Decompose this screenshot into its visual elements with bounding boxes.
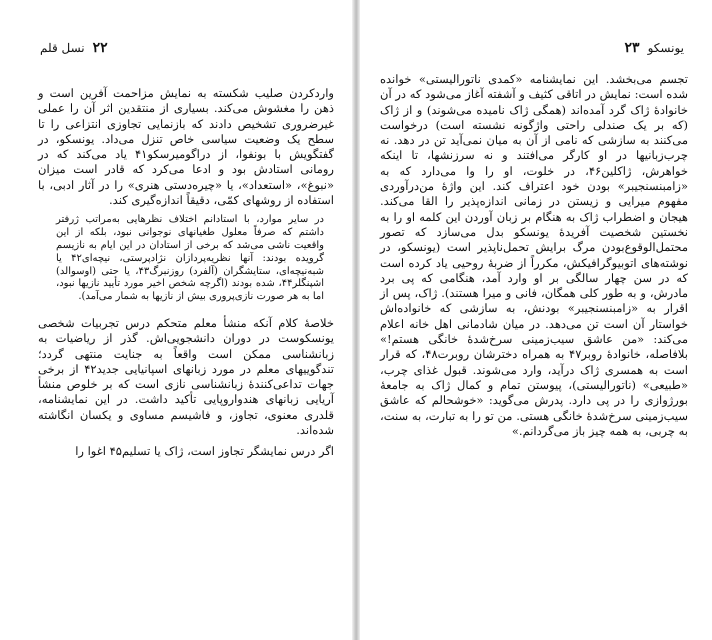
right-page-body (380, 72, 688, 445)
left-page (0, 0, 352, 640)
left-page-number: ۲۲ (92, 40, 108, 56)
right-page (360, 0, 712, 640)
left-paragraph-3: اگر درس نمایشگر تجاوز است، ژاک یا تسلیم۴۵ اغوا را (75, 444, 334, 459)
right-page-number: ۲۳ (624, 40, 640, 56)
left-paragraph-1: واردکردن صلیب شکسته به نمایش مزاحمت آفرین است و ذهن را مغشوش می‌کند. بسیاری از منتقدین اثر آن را عملی غیرضروری تشخیص دادند که بازنمایی تجاوزی انتزاعی را تا سطح یک وضعیت سیاسی خاص تنزل می‌داد. یونسکو، در گفتگویش با بونفوا، از دراگومیرسکو۴۱ یاد می‌کند که در رومانی استادش بود و ادعا می‌کرد که قادر است میزان «نبوغ»، «استعداد»، یا «چیره‌دستی هنری» را در آثار ادبی، با استفاده از روشهای کمّی، دقیقاً اندازه‌گیری کند. (38, 86, 334, 208)
left-blockquote: در سایر موارد، با استادانم اختلاف نظرهایی به‌مراتب ژرفتر داشتم که صرفاً معلول طغیانهای نوجوانی نبود، بلکه از این واقعیت ناشی می‌شد که برخی از استادان در این ایام به نازیسم گرویده بودند: آنها نظریه‌پردازان نژادپرستی، نیچه‌ای۴۲ یا شبه‌نیچه‌ای، ستایشگران (آلفرد) روزنبرگ۴۳، یا حتی (اوسوالد) اشپنگلر۴۴، شده بودند (اگرچه شخص اخیر مورد تأیید نازیها نبود، اما به هر صورت نازی‌پروری بیش از نازیها به شمار می‌آمد). (56, 214, 324, 303)
left-page-body (38, 86, 334, 466)
left-paragraph-2: خلاصهٔ کلام آنکه منشأ معلم متحکم درس تجربیات شخصی یونسکوست در دوران دانشجویی‌اش. گذر از ریاضیات به زبانشناسی ممکن است واقعاً به جنایت منتهی گردد؛ تندگوییهای معلم در مورد زبانهای اسپانیایی جدید۴۲ از برخی جهات تداعی‌کنندهٔ زبانشناسی نازی است که بر خلوص منشأ آریایی زبانهای هندواروپایی تأکید داشت. در این نمایشنامه، قلدری معنوی، تجاوز، و فاشیسم مساوی و یکسان انگاشته شده‌اند. (38, 315, 334, 438)
right-page-header (625, 38, 684, 58)
left-running-title: نسل قلم (40, 41, 85, 55)
left-page-header (40, 38, 108, 58)
right-paragraph-1: تجسم می‌بخشد. این نمایشنامه «کمدی ناتورالیستی» خوانده شده است: نمایش در اتاقی کثیف و آشفته آغاز می‌شود که در آن خانوادهٔ ژاک گرد آمده‌اند (همگی ژاک نامیده می‌شوند) و از ژاک (که بر یک صندلی راحتی واژگونه نشسته است) درخواست می‌کنند به سازشی که نامی از آن به میان نمی‌آید تن در دهد. نه چرب‌زبانیها در او کارگر می‌افتند و نه سرزنشها، تا اینکه خواهرش، ژاکلین۴۶، در خلوت، او را وا می‌دارد که به «زامبنسنجیبر» بودن خود اعتراف کند. این واژهٔ من‌درآوردی مفهوم میرایی و زیستن در زمانی اندازه‌پذیر را القا می‌کند. هیجان و اضطراب ژاک به هنگام بر زبان آوردن این کلمه او را به نخستین شخصیت آفریدهٔ یونسکو بدل می‌سازد که تصور محتمل‌الوقوع‌بودن مرگ برایش تحمل‌ناپذیر است (یونسکو، در نوشته‌های اتوبیوگرافیکش، مکرراً از ضربهٔ روحیی یاد کرده است که در سن چهار سالگی بر او وارد آمد، هنگامی که پی برد مادرش، و به طور کلی همگان، فانی و میرا هستند). ژاک، پس از اقرار به «زامبنسنجیبر» بودنش، به سازشی که خانواده‌اش خواستار آن است تن می‌دهد. در میان شادمانی اهل خانه اعلام می‌کند: «من عاشق سیب‌زمینی سرخ‌شدهٔ خانگی هستم!» بلافاصله، خانوادهٔ روبر۴۷ به همراه دخترشان روبرت۴۸، که قرار است به همسری ژاک درآید، وارد می‌شوند. قبول غذای چرب، «طبیعی» (ناتورالیستی)، پیوستن تمام و کمال ژاک به جامعهٔ بورژوازی را در پی دارد. پدرش می‌گوید: «خوشحالم که عاشق سیب‌زمینی سرخ‌شدهٔ خانگی هستی. من تو را به تبارت، به سنت، به چربی، به همه چیز باز می‌گردانم.» (380, 72, 688, 438)
book-gutter (352, 0, 360, 640)
right-running-title: یونسکو (647, 41, 684, 55)
